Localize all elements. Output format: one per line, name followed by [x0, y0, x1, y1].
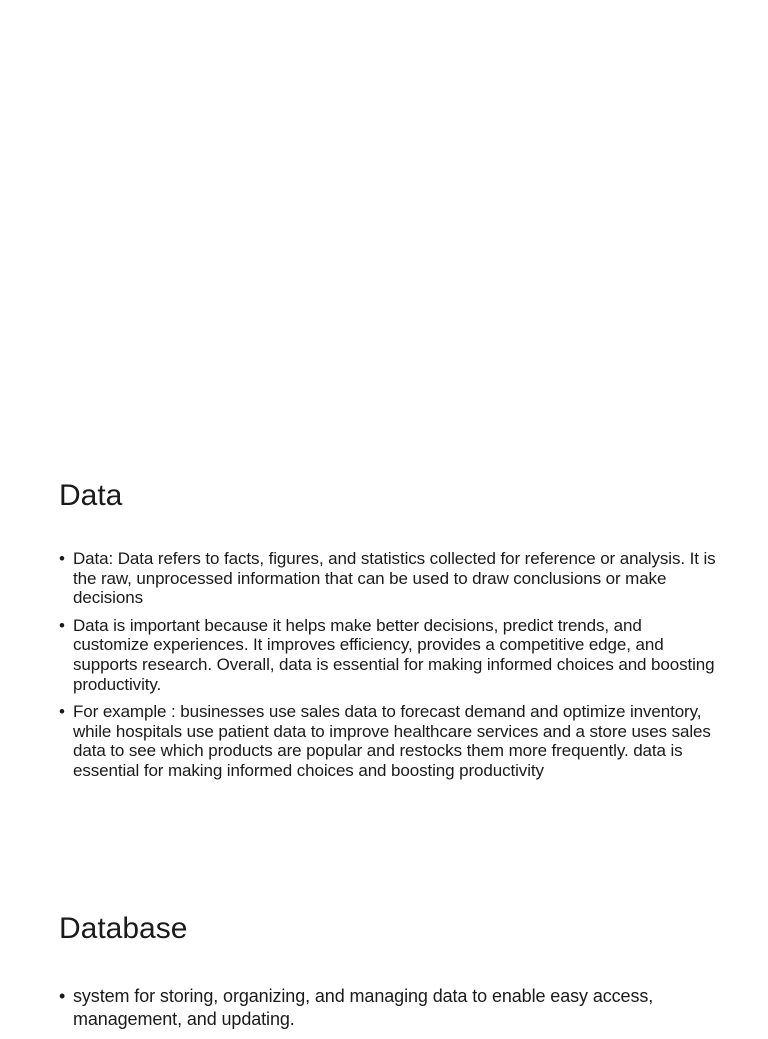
bullet-text: system for storing, organizing, and managing data to enable easy access, management, and updating.	[73, 986, 654, 1029]
bullet-list	[59, 549, 719, 789]
slide-database	[0, 830, 768, 1029]
bullet-dot-icon: •	[59, 549, 65, 568]
slide-title: Database	[59, 912, 188, 945]
bullet-item	[59, 549, 719, 608]
slide-title: Data	[59, 479, 123, 512]
bullet-list	[59, 985, 719, 1039]
bullet-dot-icon: •	[59, 702, 65, 722]
bullet-text: Data: Data refers to facts, figures, and statistics collected for reference or analysis. It is the raw, unprocessed information that can be used to draw conclusions or make decisions	[73, 549, 716, 608]
bullet-item	[59, 985, 719, 1031]
bullet-item	[59, 702, 719, 780]
bullet-dot-icon: •	[59, 615, 65, 635]
bullet-dot-icon: •	[59, 986, 66, 1006]
bullet-item	[59, 616, 719, 694]
bullet-text: For example : businesses use sales data to forecast demand and optimize inventory, while hospitals use patient data to improve healthcare services and a store uses sales data to see which products are popular and restocks them more frequently. data is essential for making informed choices and boosting productivity	[73, 702, 711, 780]
bullet-text: Data is important because it helps make better decisions, predict trends, and customize experiences. It improves efficiency, provides a competitive edge, and supports research. Overall, data is essential for making informed choices and boosting productivity.	[73, 615, 715, 694]
